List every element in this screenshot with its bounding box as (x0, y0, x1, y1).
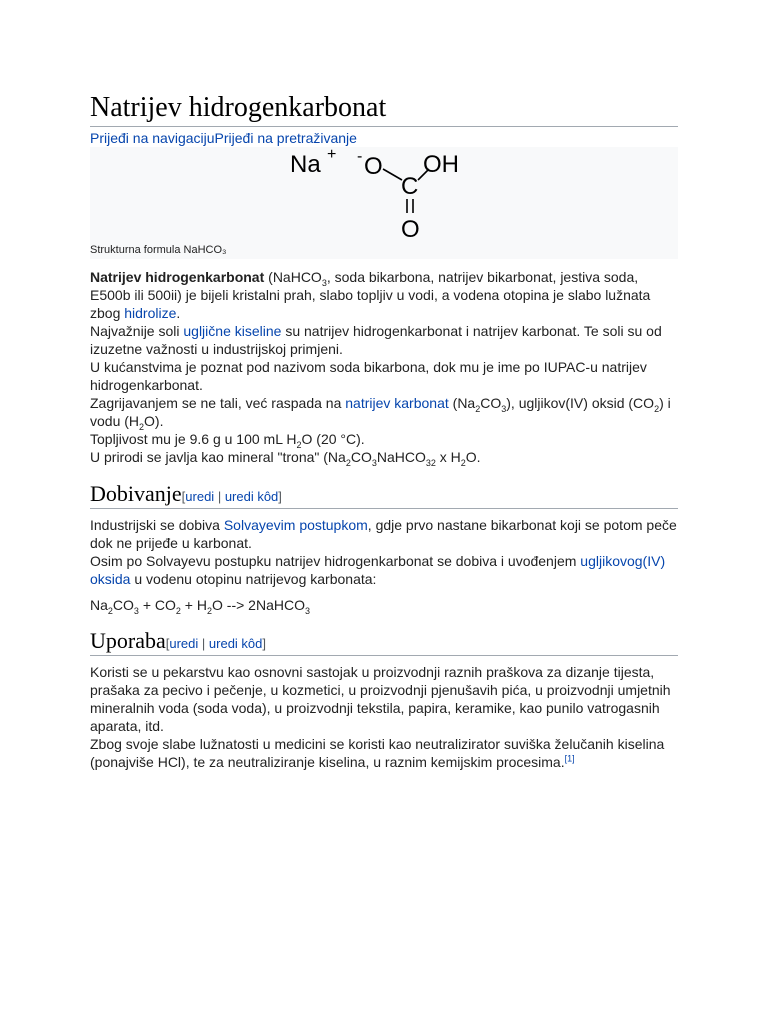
edit-links: [uredi | uredi kôd] (165, 636, 267, 651)
intro-paragraph-6: U prirodi se javlja kao mineral "trona" ($Na_2CO_3NaHCO_{32}$ x $H_2O$. (90, 449, 481, 468)
reaction-equation: $Na_2CO_3 + CO_2 + H_2O$ --> 2NaHCO$_3$ (90, 597, 310, 616)
page-title: Natrijev hidrogenkarbonat (90, 90, 678, 127)
uporaba-paragraph-1: Koristi se u pekarstvu kao osnovni sastojak u proizvodnji raznih praškova za dizanje tijesta, prašaka za pecivo i pečenje, u kozmetici, u proizvodnji pjenušavih pića, u proizvodnji umjetnih mineralnih voda (soda voda), u proizvodnji tekstila, papira, keramike, kao punilo vatrogasnih aparata, itd. (90, 664, 671, 734)
figure-caption: Strukturna formula NaHCO₃ (90, 244, 227, 256)
ugljicne-kiseline-link[interactable]: ugljične kiseline (183, 323, 282, 339)
dobivanje-paragraph-1: Industrijski se dobiva Solvayevim postupkom, gdje prvo nastane bikarbonat koji se potom peče dok ne prijeđe u karbonat. (90, 517, 677, 551)
intro-paragraph-4: Zagrijavanjem se ne tali, već raspada na natrijev karbonat $(Na_2CO_3)$, ugljikov(IV) oksid $(CO_2)$ i vodu $(H_2O)$. (90, 395, 671, 432)
intro-paragraph-5: Topljivost mu je 9.6 g u 100 mL $H_2O$ (20 °C). (90, 431, 365, 450)
edit-link[interactable]: uredi (185, 489, 215, 504)
uporaba-paragraph-2: Zbog svoje slabe lužnatosti u medicini se koristi kao neutralizirator suviška želučanih kiselina (ponajviše HCl), te za neutraliziranje kiselina, u raznim kemijskim procesima.[1] (90, 736, 665, 770)
jump-to-search-link[interactable]: Prijeđi na pretraživanje (214, 130, 357, 146)
edit-link[interactable]: uredi (169, 636, 199, 651)
plus-charge: + (327, 147, 337, 163)
structural-formula-image (290, 147, 490, 242)
hidrolize-link[interactable]: hidrolize (124, 305, 177, 321)
uporaba-section (90, 663, 678, 771)
section-heading-dobivanje: Dobivanje[uredi | uredi kôd] (90, 480, 678, 509)
minus-charge: - (357, 148, 363, 165)
bold-term: Natrijev hidrogenkarbonat (90, 269, 265, 285)
intro-paragraph-1: Natrijev hidrogenkarbonat (NaHCO$_3$, soda bikarbona, natrijev bikarbonat, jestiva soda, E500b ili 500ii) je bijeli kristalni prah, slabo topljiv u vodi, a vodena otopina je slabo lužnata zbog hidrolize. (90, 269, 651, 321)
reference-link[interactable]: [1] (564, 753, 575, 764)
structure-figure (90, 147, 678, 259)
oxygen-bottom: O (401, 216, 420, 242)
edit-code-link[interactable]: uredi kôd (224, 489, 279, 504)
section-heading-uporaba: Uporaba[uredi | uredi kôd] (90, 627, 678, 656)
natrijev-karbonat-link[interactable]: natrijev karbonat (345, 395, 449, 411)
oxygen-left: O (364, 153, 383, 180)
solvay-link[interactable]: Solvayevim postupkom (223, 517, 368, 533)
dobivanje-section (90, 516, 678, 588)
ugljikov-oksid-link[interactable]: ugljikovog(IV) oksida (90, 553, 666, 587)
dobivanje-paragraph-2: Osim po Solvayevu postupku natrijev hidrogenkarbonat se dobiva i uvođenjem ugljikovog(IV) oksida u vodenu otopinu natrijevog karbonata: (90, 553, 666, 587)
sodium-label: Na (290, 151, 321, 178)
hydroxyl-label: OH (423, 151, 459, 178)
intro-section (90, 268, 678, 466)
intro-paragraph-3: U kućanstvima je poznat pod nazivom soda bikarbona, dok mu je ime po IUPAC-u natrijev hidrogenkarbonat. (90, 359, 647, 393)
carbon-label: C (401, 173, 419, 200)
intro-paragraph-2: Najvažnije soli ugljične kiseline su natrijev hidrogenkarbonat i natrijev karbonat. Te soli su od izuzetne važnosti u industrijskoj primjeni. (90, 323, 662, 357)
edit-code-link[interactable]: uredi kôd (208, 636, 263, 651)
jump-links (90, 129, 357, 147)
edit-links: [uredi | uredi kôd] (181, 489, 282, 504)
jump-to-navigation-link[interactable]: Prijeđi na navigaciju (90, 130, 215, 146)
bond-o-c (383, 169, 402, 180)
